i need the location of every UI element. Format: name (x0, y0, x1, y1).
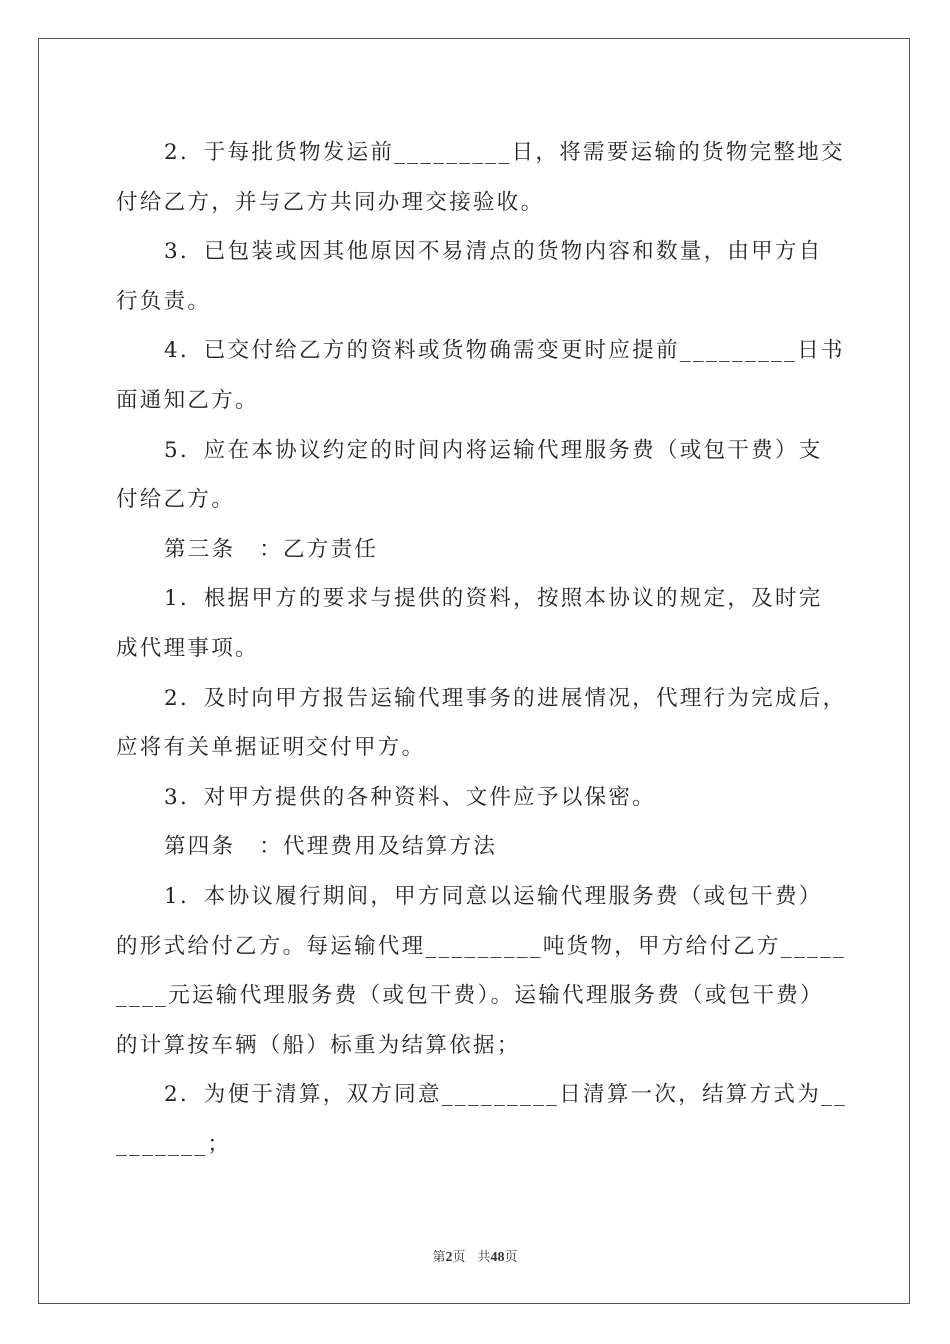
footer-total-pages: 48 (490, 1250, 505, 1265)
paragraph-line: 付给乙方。 (116, 487, 236, 513)
paragraph-line: 1．根据甲方的要求与提供的资料，按照本协议的规定，及时完 (164, 586, 823, 612)
paragraph-line: ____元运输代理服务费（或包干费）。运输代理服务费（或包干费） (116, 983, 824, 1009)
section-heading: 第三条 ：乙方责任 (164, 536, 379, 562)
footer-page-prefix: 第 (432, 1250, 446, 1265)
footer-page-suffix: 页 (452, 1250, 466, 1265)
paragraph-line: 的形式给付乙方。每运输代理_________吨货物，甲方给付乙方_____ (116, 933, 847, 959)
paragraph-line: _______； (116, 1131, 232, 1157)
paragraph-line: 成代理事项。 (116, 635, 259, 661)
document-body (116, 128, 848, 1169)
paragraph-line: 1．本协议履行期间，甲方同意以运输代理服务费（或包干费） (164, 883, 823, 909)
section-heading: 第四条 ：代理费用及结算方法 (164, 834, 498, 860)
paragraph-line: 3．已包装或因其他原因不易清点的货物内容和数量，由甲方自 (164, 239, 823, 265)
page-footer (0, 1246, 950, 1266)
paragraph-line: 5．应在本协议约定的时间内将运输代理服务费（或包干费）支 (164, 437, 823, 463)
footer-total-suffix: 页 (504, 1250, 518, 1265)
paragraph-line: 2．于每批货物发运前_________日，将需要运输的货物完整地交 (164, 140, 845, 165)
paragraph-line: 的计算按车辆（船）标重为结算依据； (116, 1032, 521, 1058)
paragraph-line: 面通知乙方。 (116, 387, 259, 413)
paragraph-line: 应将有关单据证明交付甲方。 (116, 735, 426, 761)
footer-total-prefix: 共 (477, 1250, 491, 1265)
paragraph-line: 2．为便于清算，双方同意_________日清算一次，结算方式为__ (164, 1082, 848, 1108)
paragraph-line: 行负责。 (116, 288, 212, 314)
paragraph-line: 3．对甲方提供的各种资料、文件应予以保密。 (164, 784, 656, 810)
paragraph-line: 付给乙方，并与乙方共同办理交接验收。 (116, 189, 545, 215)
footer-page-number: 2 (445, 1250, 453, 1265)
paragraph-line: 2．及时向甲方报告运输代理事务的进展情况，代理行为完成后， (164, 685, 847, 711)
paragraph-line: 4．已交付给乙方的资料或货物确需变更时应提前_________日书 (164, 338, 845, 364)
